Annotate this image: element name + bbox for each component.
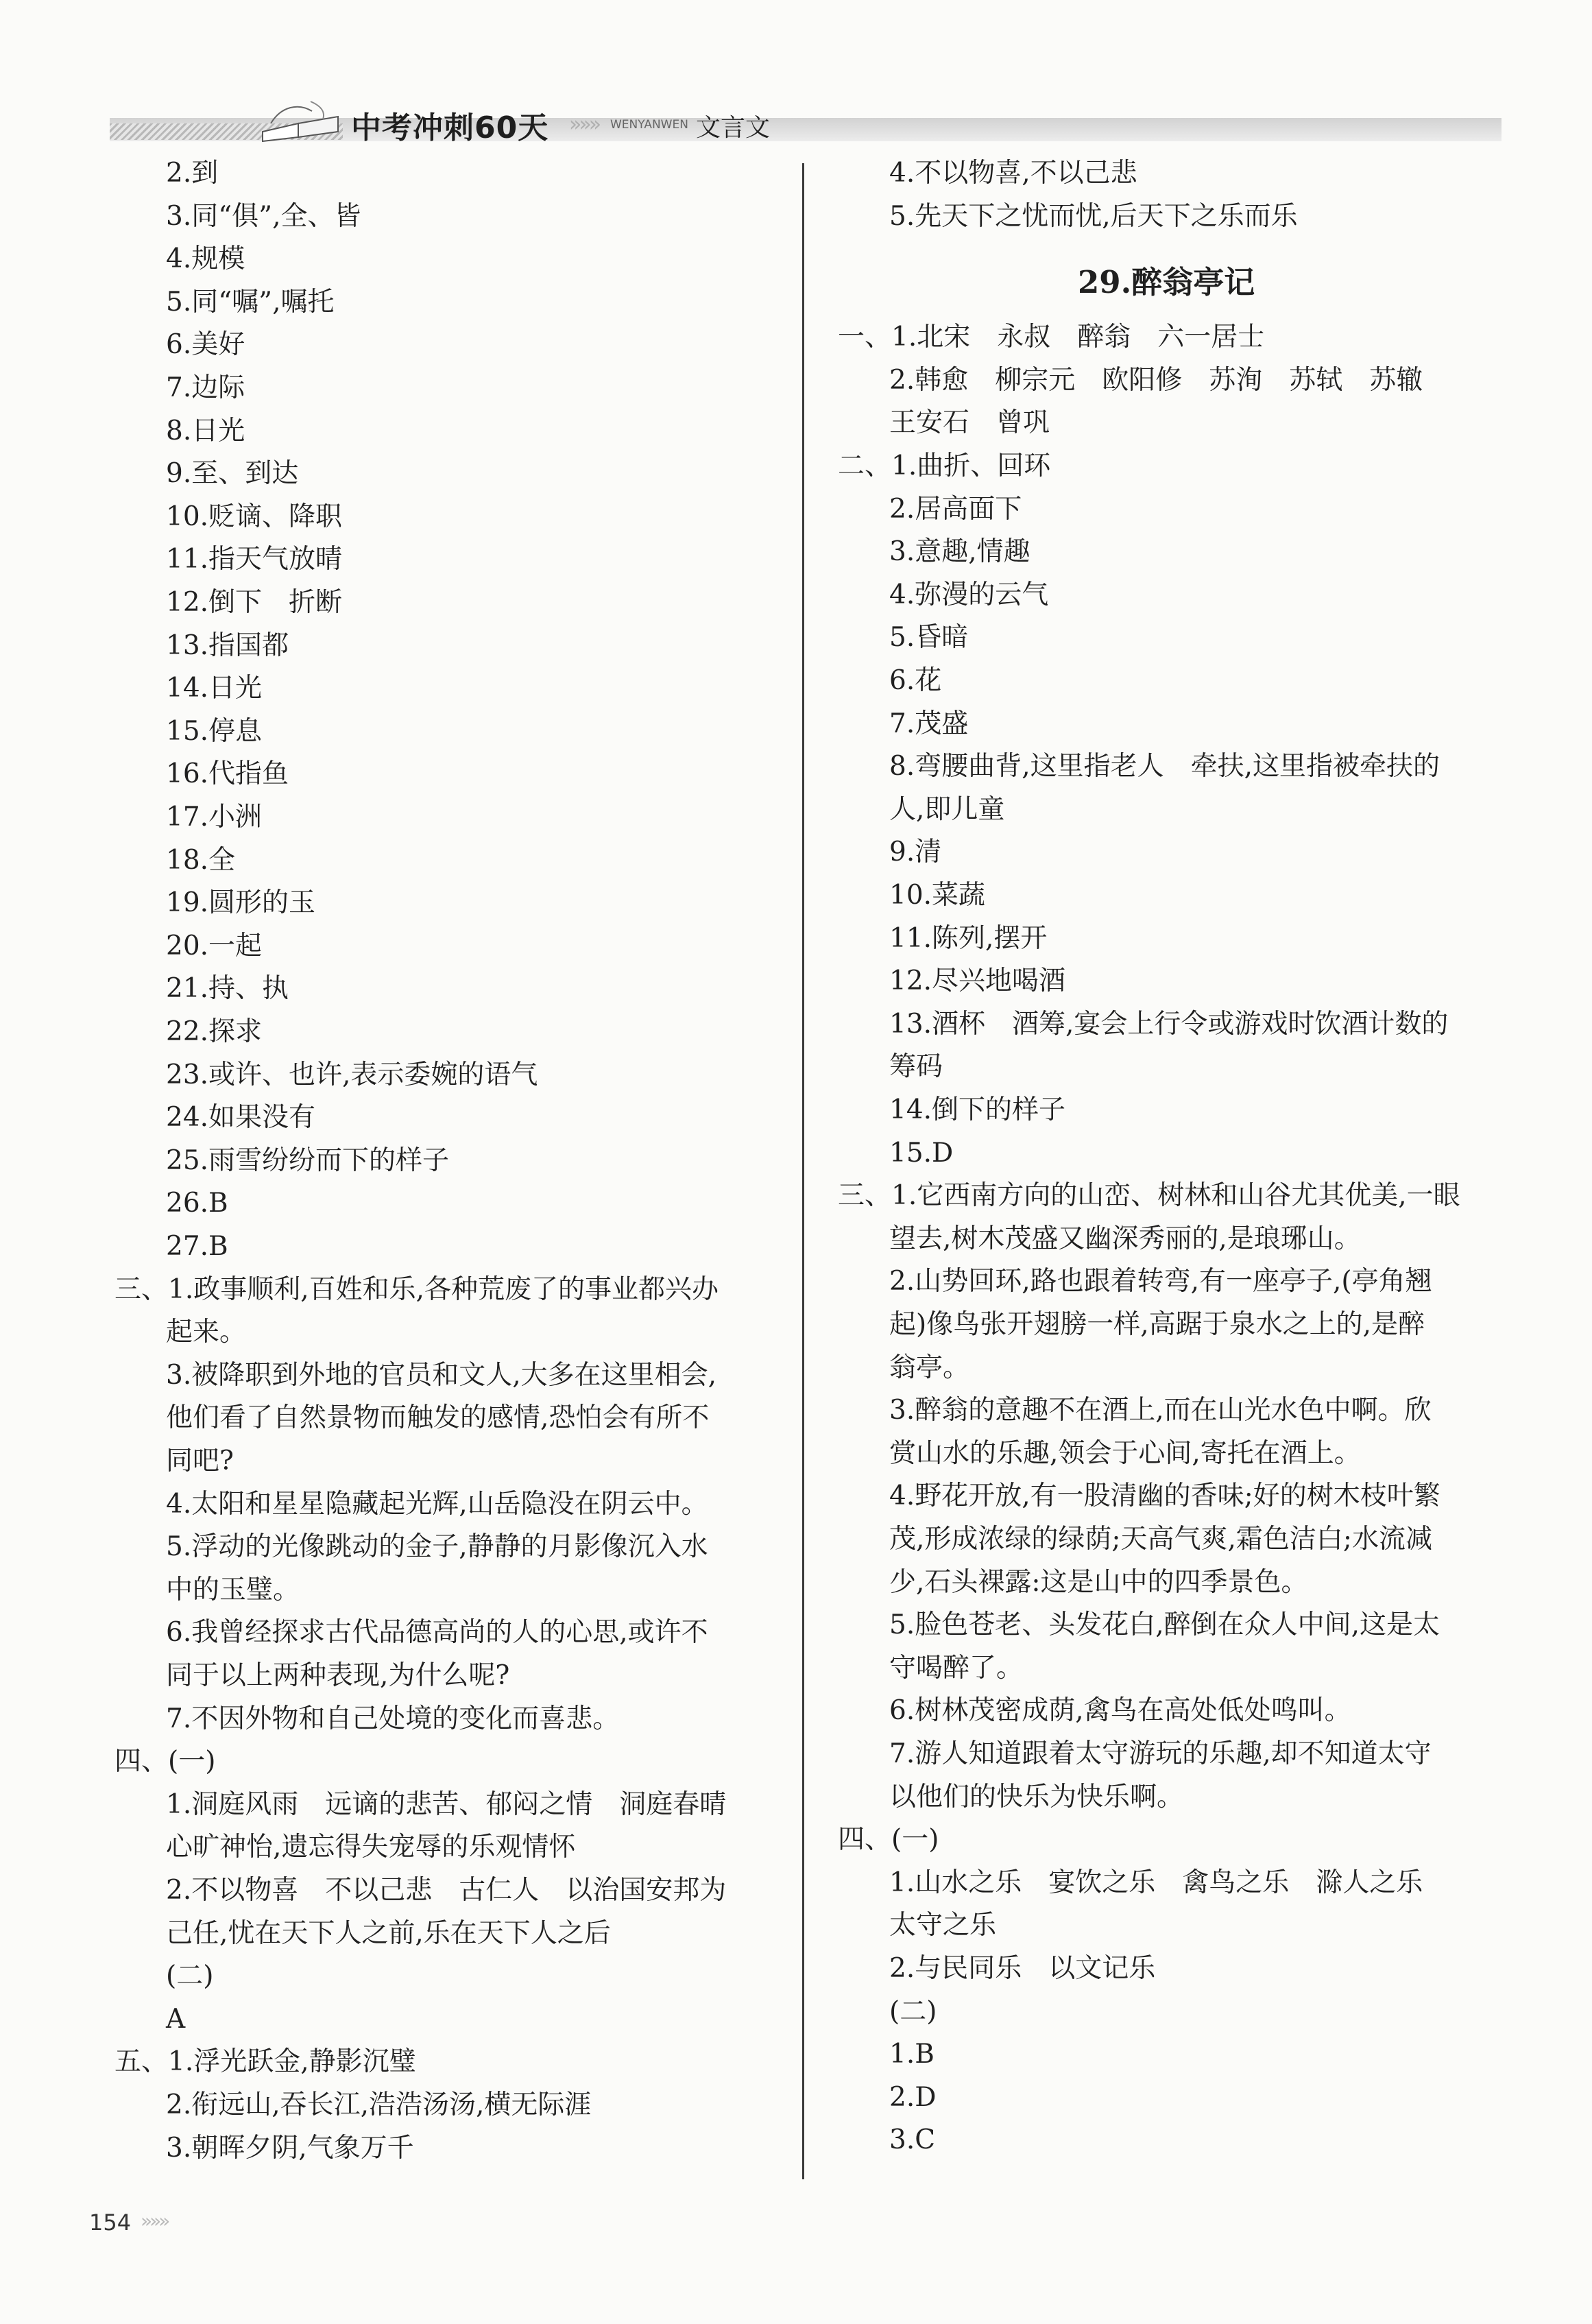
answer-line: 8.弯腰曲背,这里指老人 牵扶,这里指被牵扶的 <box>889 751 1440 782</box>
header-pinyin: WENYANWEN <box>610 118 688 132</box>
answer-line: 王安石 曾巩 <box>889 407 1050 439</box>
answer-line: 8.日光 <box>166 415 245 446</box>
answer-line: 6.花 <box>889 665 942 696</box>
answer-line: 3.意趣,情趣 <box>889 536 1030 568</box>
answer-line: 2.居高面下 <box>889 493 1022 525</box>
header-section-label: 文言文 <box>696 114 771 142</box>
answer-line: 13.酒杯 酒筹,宴会上行令或游戏时饮酒计数的 <box>889 1008 1449 1040</box>
answer-line: 23.或许、也许,表示委婉的语气 <box>166 1059 538 1090</box>
answer-line: 5.脸色苍老、头发花白,醉倒在众人中间,这是太 <box>889 1609 1440 1641</box>
answer-line: 9.清 <box>889 837 942 868</box>
answer-line: 3.被降职到外地的官员和文人,大多在这里相会, <box>166 1359 717 1391</box>
answer-line: 19.圆形的玉 <box>166 887 316 919</box>
answer-line: 9.至、到达 <box>166 458 299 490</box>
answer-line: 7.不因外物和自己处境的变化而喜悲。 <box>166 1703 620 1734</box>
answer-line: 24.如果没有 <box>166 1102 316 1134</box>
answer-line: 人,即儿童 <box>889 793 1005 825</box>
answer-line: 以他们的快乐为快乐啊。 <box>889 1781 1184 1812</box>
answer-line: 17.小洲 <box>166 802 263 832</box>
answer-line: 5.同“嘱”,嘱托 <box>166 286 335 318</box>
answer-line: 7.茂盛 <box>889 708 969 739</box>
answer-line: 守喝醉了。 <box>889 1652 1024 1684</box>
answer-line: 11.陈列,摆开 <box>889 922 1048 954</box>
answer-line: 15.停息 <box>166 715 263 747</box>
answer-line: 14.倒下的样子 <box>889 1094 1066 1125</box>
answer-line: 起)像鸟张开翅膀一样,高踞于泉水之上的,是醉 <box>889 1309 1425 1340</box>
answer-line: 3.朝晖夕阴,气象万千 <box>166 2132 414 2164</box>
answer-line: 1.山水之乐 宴饮之乐 禽鸟之乐 滁人之乐 <box>889 1867 1423 1898</box>
open-book-icon <box>257 96 346 144</box>
book-title: 中考冲刺60天 <box>351 110 549 145</box>
answer-line: 3.C <box>889 2124 936 2156</box>
answer-line: 27.B <box>166 1231 228 1262</box>
answer-line: 2.衔远山,吞长江,浩浩汤汤,横无际涯 <box>166 2089 592 2120</box>
answer-line: 同吧? <box>166 1446 234 1476</box>
answer-line: 2.到 <box>166 158 219 189</box>
answer-line: 20.一起 <box>166 930 263 961</box>
answer-line: 三、1.它西南方向的山峦、树林和山谷尤其优美,一眼 <box>838 1180 1460 1212</box>
answer-line: 己任,忧在天下人之前,乐在天下人之后 <box>166 1917 611 1949</box>
answer-line: 4.太阳和星星隐藏起光辉,山岳隐没在阴云中。 <box>166 1488 708 1520</box>
answer-line: 3.同“俱”,全、皆 <box>166 200 361 232</box>
answer-line: 4.不以物喜,不以己悲 <box>889 158 1137 189</box>
answer-line: 他们看了自然景物而触发的感情,恐怕会有所不 <box>166 1402 710 1434</box>
answer-line: 12.尽兴地喝酒 <box>889 966 1066 997</box>
header-arrows: »»» <box>569 112 599 136</box>
answer-line: 四、(一) <box>114 1746 216 1777</box>
answer-line: 2.不以物喜 不以己悲 古仁人 以治国安邦为 <box>166 1875 727 1906</box>
answer-line: 15.D <box>889 1137 954 1169</box>
answer-line: 5.先天下之忧而忧,后天下之乐而乐 <box>889 200 1298 232</box>
answer-line: 太守之乐 <box>889 1910 997 1941</box>
answer-line: 同于以上两种表现,为什么呢? <box>166 1660 510 1691</box>
answer-line: 6.树林茂密成荫,禽鸟在高处低处鸣叫。 <box>889 1695 1351 1727</box>
answer-line: 3.醉翁的意趣不在酒上,而在山光水色中啊。欣 <box>889 1395 1432 1426</box>
answer-line: 7.游人知道跟着太守游玩的乐趣,却不知道太守 <box>889 1738 1432 1769</box>
answer-line: 2.与民同乐 以文记乐 <box>889 1953 1156 1984</box>
answer-line: 翁亭。 <box>889 1352 970 1383</box>
answer-line: 26.B <box>166 1188 228 1219</box>
answer-line: 心旷神怡,遗忘得失宠辱的乐观情怀 <box>166 1832 576 1863</box>
answer-line: 7.边际 <box>166 372 245 403</box>
page-number: 154 <box>89 2209 132 2236</box>
answer-line: 4.野花开放,有一股清幽的香味;好的树木枝叶繁 <box>889 1481 1440 1512</box>
answer-line: 2.D <box>889 2081 937 2113</box>
answer-line: 14.日光 <box>166 673 263 704</box>
answer-line: 13.指国都 <box>166 630 289 661</box>
answer-line: 茂,形成浓绿的绿荫;天高气爽,霜色洁白;水流减 <box>889 1524 1433 1555</box>
answer-line: 1.洞庭风雨 远谪的悲苦、郁闷之情 洞庭春晴 <box>166 1788 727 1820</box>
page-header <box>110 103 1501 151</box>
answer-line: 中的玉璧。 <box>166 1574 300 1605</box>
answer-line: 12.倒下 折断 <box>166 587 343 618</box>
answer-line: 4.弥漫的云气 <box>889 579 1049 610</box>
answer-line: 1.B <box>889 2039 934 2070</box>
answer-line: 25.雨雪纷纷而下的样子 <box>166 1145 450 1176</box>
answer-line: (二) <box>889 1996 937 2027</box>
answer-line: 2.山势回环,路也跟着转弯,有一座亭子,(亭角翘 <box>889 1266 1432 1297</box>
answer-line: A <box>166 2003 186 2035</box>
answer-line: 5.浮动的光像跳动的金子,静静的月影像沉入水 <box>166 1531 708 1563</box>
answer-line: 赏山水的乐趣,领会于心间,寄托在酒上。 <box>889 1437 1361 1469</box>
answer-line: 6.我曾经探求古代品德高尚的人的心思,或许不 <box>166 1617 708 1649</box>
footer-arrows: »»» <box>141 2209 168 2232</box>
answer-line: 二、1.曲折、回环 <box>838 451 1051 481</box>
answer-line: 5.昏暗 <box>889 622 969 654</box>
answer-line: 2.韩愈 柳宗元 欧阳修 苏洵 苏轼 苏辙 <box>889 364 1423 396</box>
answer-line: 10.菜蔬 <box>889 880 986 911</box>
answer-line: (二) <box>166 1961 214 1992</box>
answer-line: 三、1.政事顺利,百姓和乐,各种荒废了的事业都兴办 <box>114 1273 719 1305</box>
answer-line: 五、1.浮光跃金,静影沉璧 <box>114 2046 416 2078</box>
answer-line: 望去,树木茂盛又幽深秀丽的,是琅琊山。 <box>889 1223 1361 1254</box>
answer-line: 四、(一) <box>838 1824 939 1856</box>
answer-line: 18.全 <box>166 844 236 876</box>
column-divider <box>802 163 804 2179</box>
answer-line: 22.探求 <box>166 1016 263 1047</box>
answer-line: 10.贬谪、降职 <box>166 501 343 532</box>
answer-line: 6.美好 <box>166 329 245 361</box>
answer-line: 4.规模 <box>166 243 245 275</box>
answer-line: 21.持、执 <box>166 973 289 1005</box>
answer-line: 16.代指鱼 <box>166 758 289 790</box>
answer-line: 一、1.北宋 永叔 醉翁 六一居士 <box>838 322 1265 353</box>
answer-line: 11.指天气放晴 <box>166 544 343 575</box>
section-title: 29.醉翁亭记 <box>1078 264 1255 301</box>
answer-line: 少,石头裸露:这是山中的四季景色。 <box>889 1566 1308 1598</box>
answer-line: 筹码 <box>889 1051 943 1083</box>
answer-line: 起来。 <box>166 1317 247 1348</box>
